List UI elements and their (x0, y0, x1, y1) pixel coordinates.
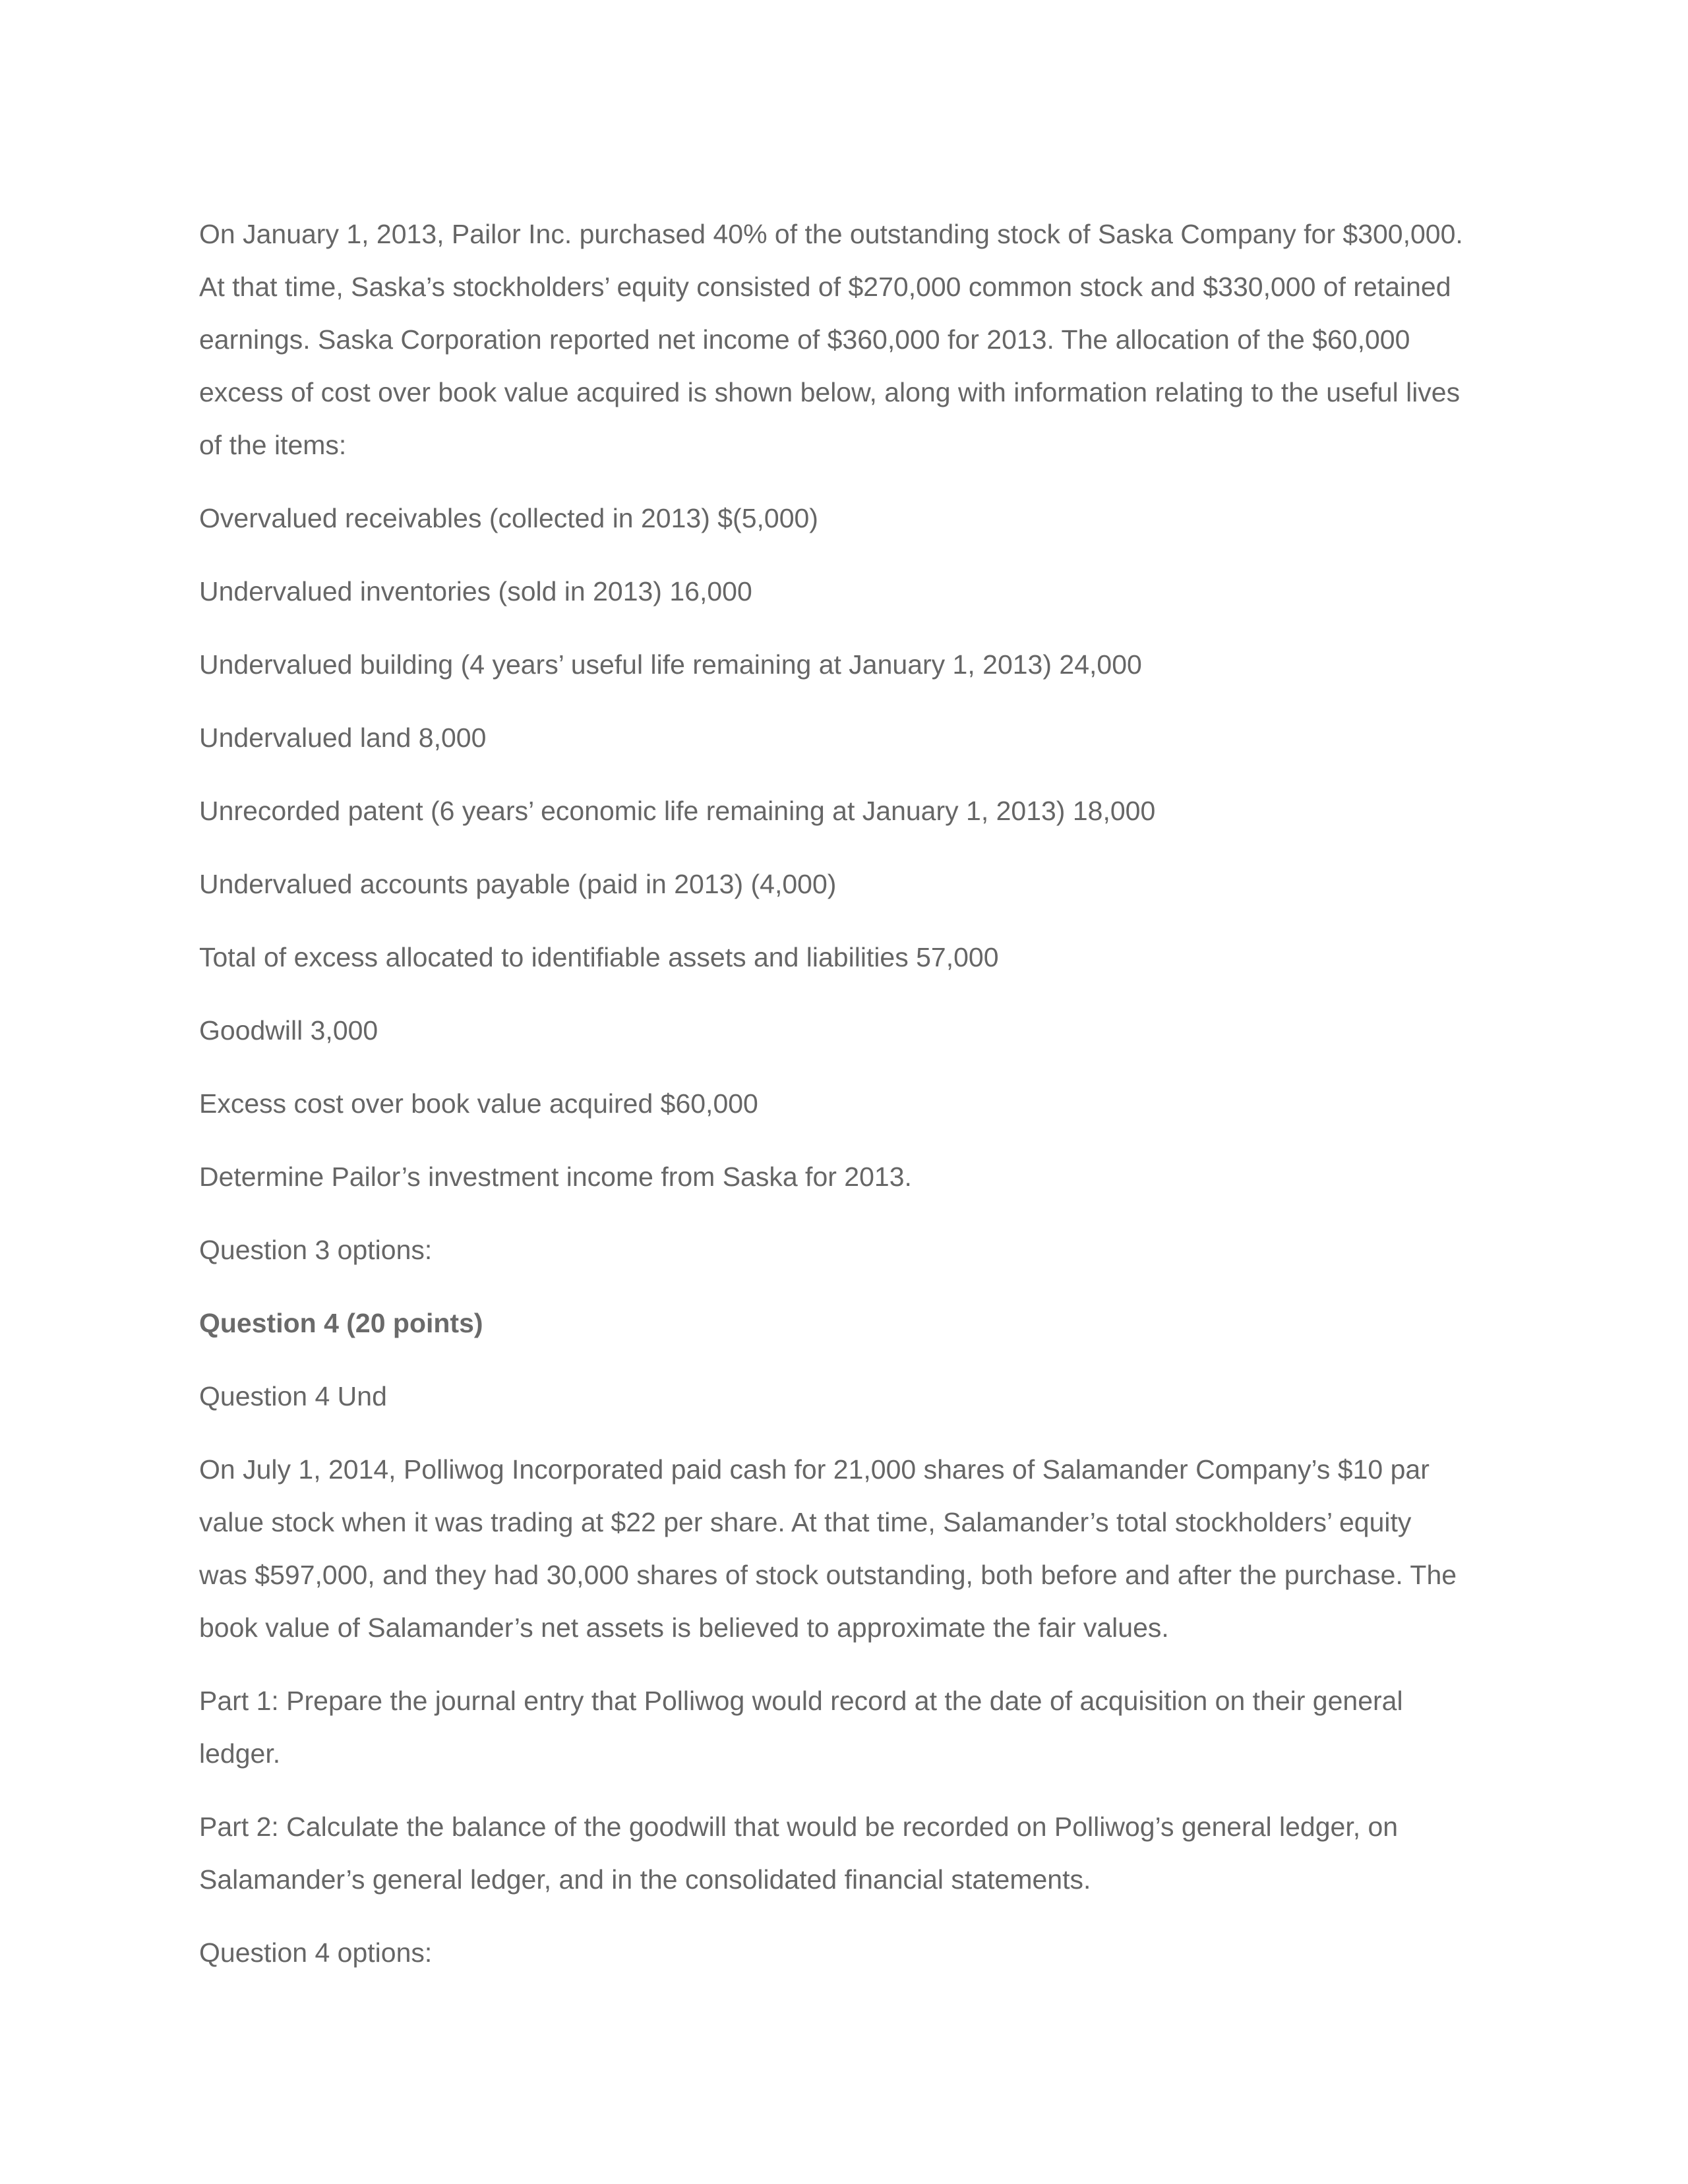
q4-part2-line: Part 2: Calculate the balance of the goodwill that would be recorded on Polliwog’s general ledger, on (199, 1812, 1399, 1842)
q4-part1-line: Part 1: Prepare the journal entry that Polliwog would record at the date of acquisition on their general (199, 1686, 1403, 1716)
allocation-item: Overvalued receivables (collected in 2013) $(5,000) (199, 503, 818, 533)
q4-body-line: value stock when it was trading at $22 per share. At that time, Salamander’s total stockholders’ equity (199, 1507, 1412, 1537)
q4-part1-line: ledger. (199, 1738, 281, 1769)
q4-heading: Question 4 (20 points) (199, 1308, 483, 1338)
allocation-item: Unrecorded patent (6 years’ economic life remaining at January 1, 2013) 18,000 (199, 796, 1156, 826)
allocation-item: Undervalued building (4 years’ useful life remaining at January 1, 2013) 24,000 (199, 649, 1142, 680)
allocation-item: Undervalued accounts payable (paid in 2013) (4,000) (199, 869, 837, 899)
q3-intro-line: earnings. Saska Corporation reported net income of $360,000 for 2013. The allocation of the $60,000 (199, 324, 1410, 355)
allocation-item: Undervalued land 8,000 (199, 723, 487, 753)
q3-intro-line: of the items: (199, 430, 347, 460)
q3-intro-line: excess of cost over book value acquired is shown below, along with information relating to the useful lives (199, 377, 1461, 407)
q3-prompt: Determine Pailor’s investment income from Saska for 2013. (199, 1162, 912, 1192)
q4-body-line: book value of Salamander’s net assets is believed to approximate the fair values. (199, 1612, 1169, 1643)
allocation-item: Goodwill 3,000 (199, 1015, 378, 1046)
q4-body-line: On July 1, 2014, Polliwog Incorporated paid cash for 21,000 shares of Salamander Company’s $10 par (199, 1454, 1430, 1485)
q3-intro-line: At that time, Saska’s stockholders’ equity consisted of $270,000 common stock and $330,000 of retained (199, 272, 1451, 302)
allocation-item: Total of excess allocated to identifiable assets and liabilities 57,000 (199, 942, 999, 972)
allocation-item: Undervalued inventories (sold in 2013) 16,000 (199, 576, 752, 606)
q3-options-label: Question 3 options: (199, 1235, 433, 1265)
q3-intro-line: On January 1, 2013, Pailor Inc. purchased 40% of the outstanding stock of Saska Company for $300,000. (199, 219, 1463, 249)
q4-subtitle: Question 4 Und (199, 1381, 387, 1411)
q4-options-label: Question 4 options: (199, 1937, 433, 1968)
allocation-item: Excess cost over book value acquired $60,000 (199, 1088, 758, 1119)
q4-part2-line: Salamander’s general ledger, and in the consolidated financial statements. (199, 1864, 1091, 1895)
q4-body-line: was $597,000, and they had 30,000 shares of stock outstanding, both before and after the purchase. The (199, 1560, 1457, 1590)
